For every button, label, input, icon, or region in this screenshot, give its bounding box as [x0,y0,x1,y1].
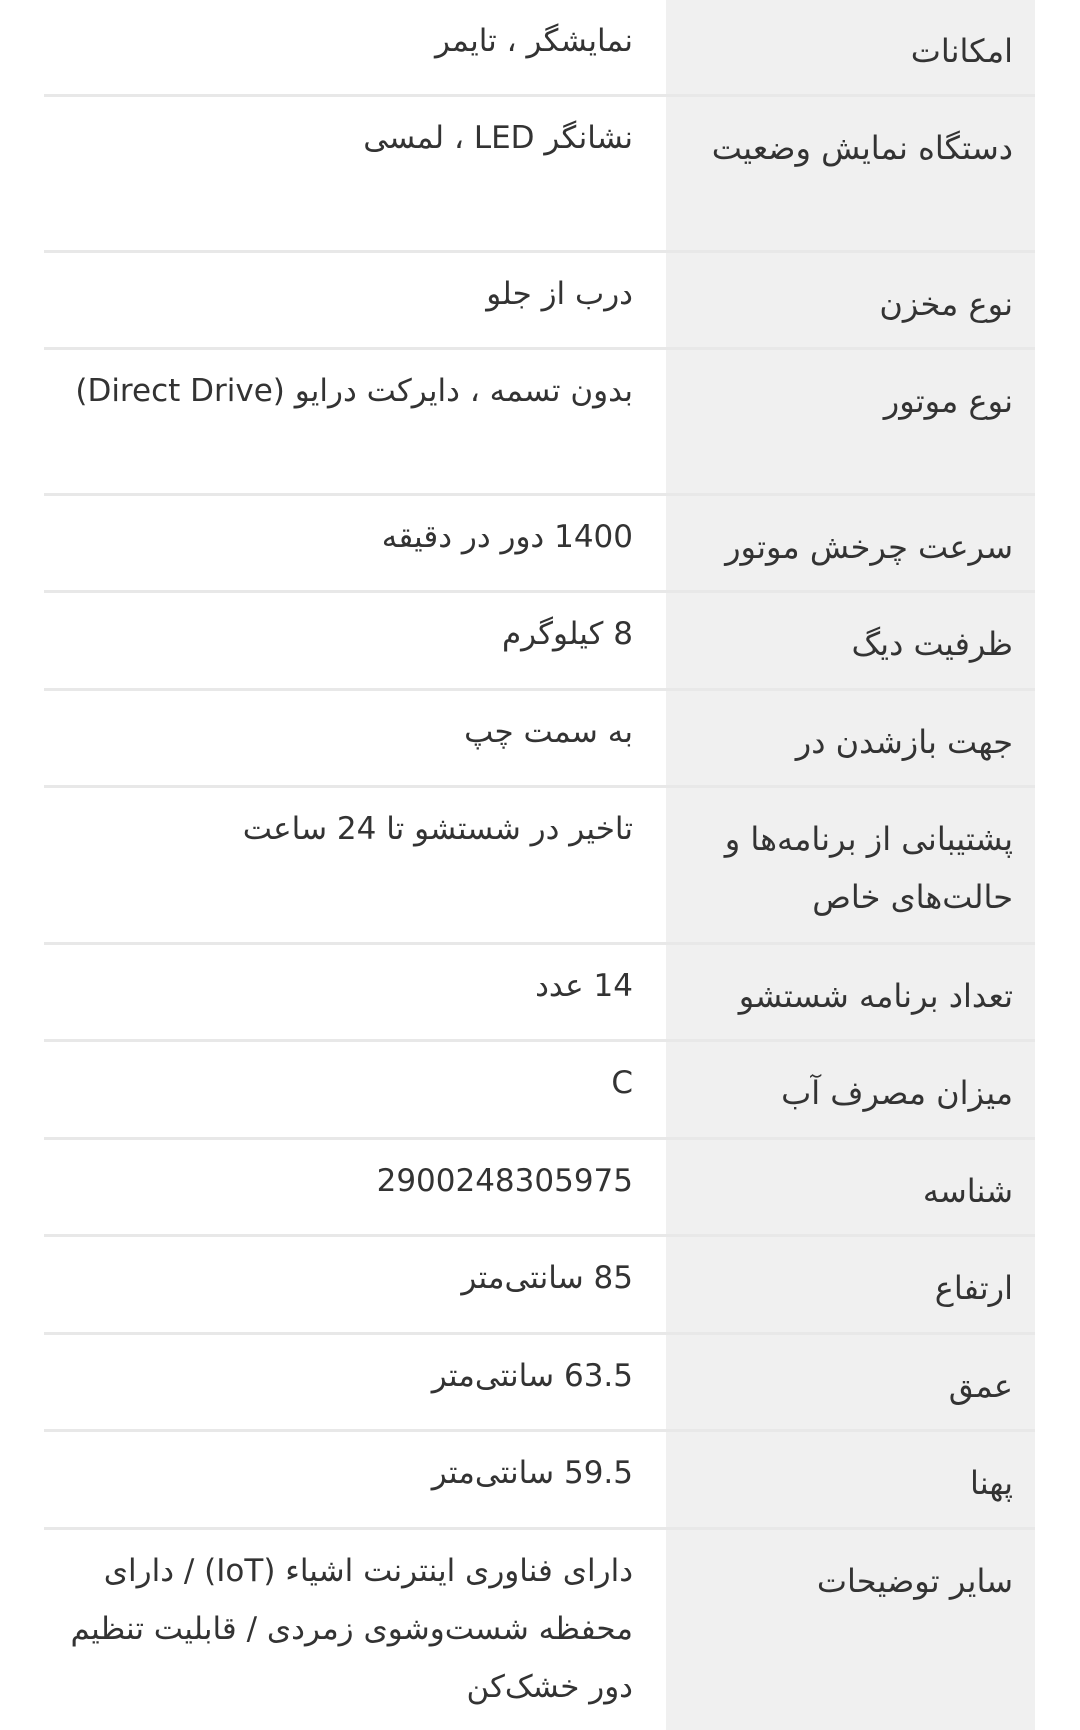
spec-row-water-usage [44,1042,1035,1140]
spec-value: نشانگر LED ، لمسی [44,97,666,250]
spec-row-spin-speed [44,496,1035,593]
spec-row-drum-capacity [44,593,1035,691]
spec-value: 59.5 سانتی‌متر [44,1432,666,1527]
spec-row-depth [44,1335,1035,1432]
spec-value: 1400 دور در دقیقه [44,496,666,590]
spec-value: تاخیر در شستشو تا 24 ساعت [44,788,666,942]
spec-label: پهنا [666,1432,1035,1527]
spec-label: دستگاه نمایش وضعیت [666,97,1035,250]
spec-value: 8 کیلوگرم [44,593,666,688]
spec-row-tank-type [44,253,1035,350]
spec-label: نوع مخزن [666,253,1035,347]
spec-value: دارای فناوری اینترنت اشیاء (IoT) / دارای محفظه شست‌وشوی زمردی / قابلیت تنظیم دور خشک‌کن [44,1530,666,1730]
spec-value: 2900248305975 [44,1140,666,1234]
spec-label: جهت بازشدن در [666,691,1035,785]
spec-row-identifier [44,1140,1035,1237]
spec-value: بدون تسمه ، دایرکت درایو (Direct Drive) [44,350,666,493]
spec-label: سایر توضیحات [666,1530,1035,1730]
spec-label: ظرفیت دیگ [666,593,1035,688]
spec-row-door-direction [44,691,1035,788]
spec-label: پشتیبانی از برنامه‌ها و حالت‌های خاص [666,788,1035,942]
spec-row-status-display [44,97,1035,253]
spec-label: میزان مصرف آب [666,1042,1035,1137]
spec-value: 85 سانتی‌متر [44,1237,666,1332]
spec-label: عمق [666,1335,1035,1429]
spec-value: درب از جلو [44,253,666,347]
specs-table [44,0,1035,1730]
spec-label: سرعت چرخش موتور [666,496,1035,590]
spec-value: نمایشگر ، تایمر [44,0,666,94]
spec-row-height [44,1237,1035,1335]
spec-row-width [44,1432,1035,1530]
spec-label: شناسه [666,1140,1035,1234]
spec-row-motor-type [44,350,1035,496]
spec-value: 63.5 سانتی‌متر [44,1335,666,1429]
spec-label: نوع موتور [666,350,1035,493]
spec-row-other-notes [44,1530,1035,1730]
spec-label: ارتفاع [666,1237,1035,1332]
spec-value: به سمت چپ [44,691,666,785]
spec-value: C [44,1042,666,1137]
spec-value: 14 عدد [44,945,666,1039]
spec-label: امکانات [666,0,1035,94]
spec-row-features [44,0,1035,97]
spec-label: تعداد برنامه شستشو [666,945,1035,1039]
spec-row-program-count [44,945,1035,1042]
spec-row-special-programs [44,788,1035,945]
